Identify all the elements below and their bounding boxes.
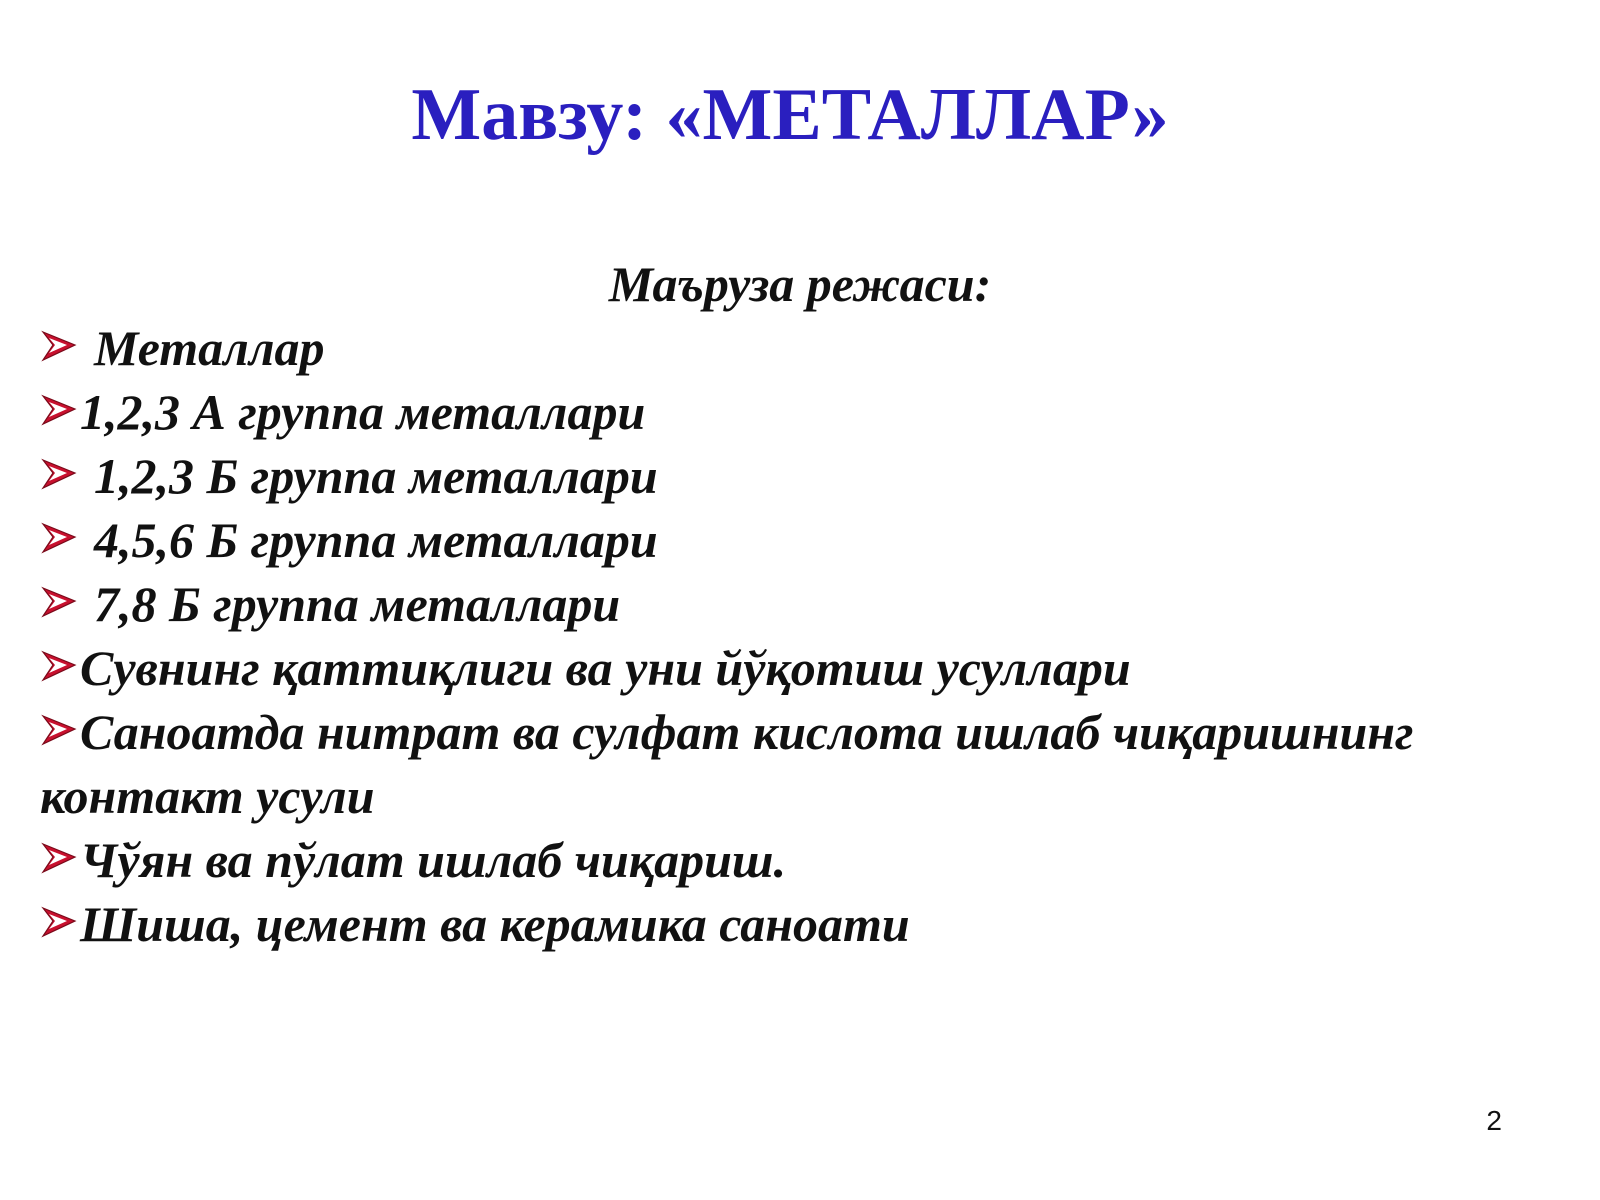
page-number: 2 xyxy=(1486,1105,1502,1136)
arrow-bullet-icon xyxy=(40,455,80,495)
arrow-bullet-icon xyxy=(40,647,80,687)
list-item-text: 4,5,6 Б группа металлари xyxy=(94,512,658,568)
arrow-bullet-icon xyxy=(40,903,80,943)
list-item xyxy=(40,444,1560,508)
list-item-text: Саноатда нитрат ва сулфат кислота ишлаб чиқаришнинг контакт усули xyxy=(40,704,1414,824)
arrow-bullet-icon xyxy=(40,519,80,559)
list-item-text: Металлар xyxy=(94,320,325,376)
slide-title: Мавзу: «МЕТАЛЛАР» xyxy=(411,74,1169,156)
arrow-bullet-icon xyxy=(40,711,80,751)
plan-list xyxy=(40,316,1560,956)
list-item xyxy=(40,508,1560,572)
arrow-bullet-icon xyxy=(40,327,80,367)
list-item-text: Шиша, цемент ва керамика саноати xyxy=(80,896,910,952)
list-item xyxy=(40,380,1560,444)
arrow-bullet-icon xyxy=(40,839,80,879)
list-item xyxy=(40,892,1560,956)
list-item xyxy=(40,572,1560,636)
list-item xyxy=(40,828,1560,892)
list-item-text: Чўян ва пўлат ишлаб чиқариш. xyxy=(80,832,787,888)
arrow-bullet-icon xyxy=(40,391,80,431)
plan-heading: Маъруза режаси: xyxy=(608,256,992,312)
arrow-bullet-icon xyxy=(40,583,80,623)
list-item xyxy=(40,316,1560,380)
list-item-text: 1,2,3 А группа металлари xyxy=(80,384,646,440)
list-item xyxy=(40,700,1560,828)
list-item-text: 7,8 Б группа металлари xyxy=(94,576,621,632)
list-item xyxy=(40,636,1560,700)
list-item-text: 1,2,3 Б группа металлари xyxy=(94,448,658,504)
list-item-text: Сувнинг қаттиқлиги ва уни йўқотиш усуллари xyxy=(80,640,1131,696)
